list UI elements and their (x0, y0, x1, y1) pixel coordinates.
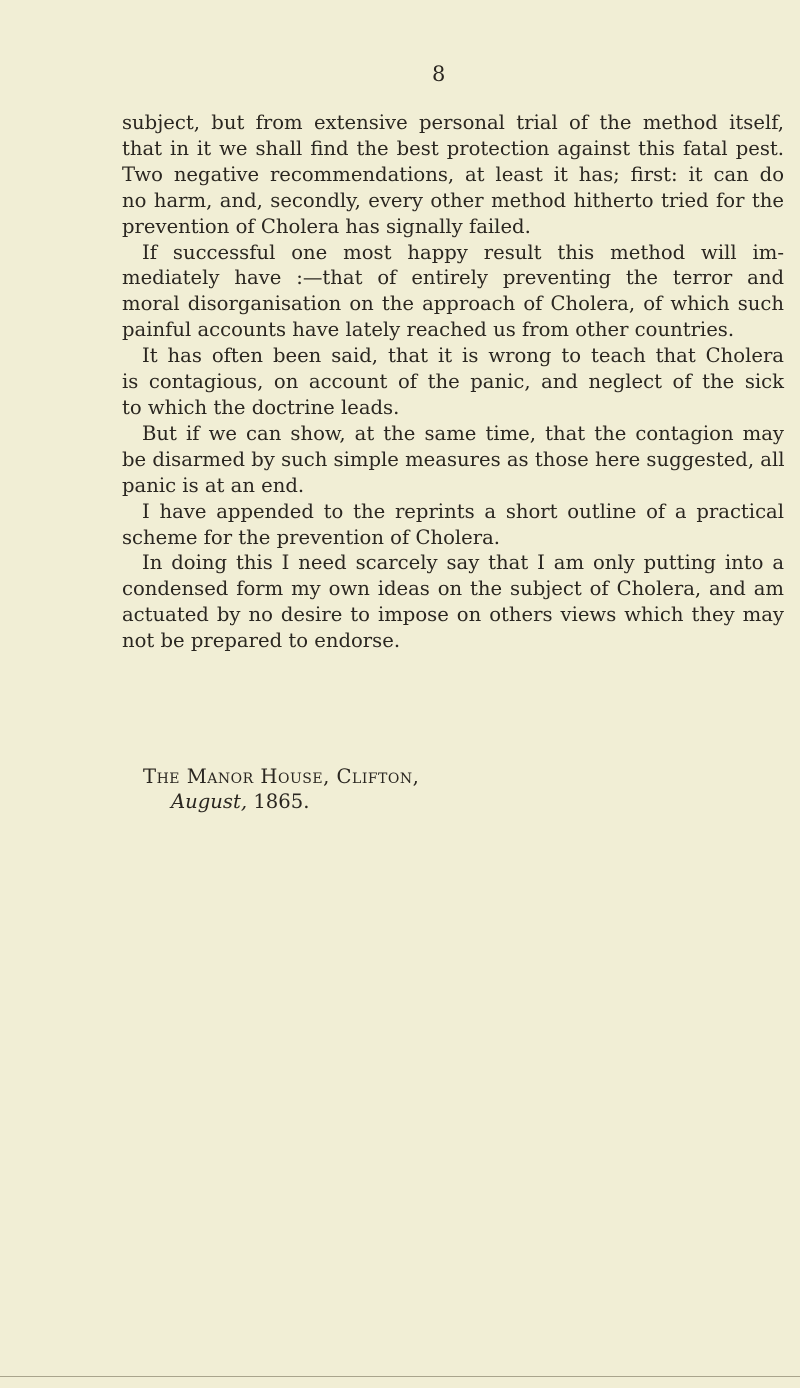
text-line: It has often been said, that it is wrong to teach that Cholera (142, 344, 784, 368)
bottom-rule (0, 1376, 800, 1377)
text-line: In doing this I need scarcely say that I am only putting into a (142, 551, 784, 575)
signature-month: August, (171, 790, 248, 813)
text-line: Two negative recommendations, at least it has; first: it can do (122, 162, 784, 186)
page-number: 8 (432, 62, 446, 86)
text-line: prevention of Cholera has signally failed. (122, 214, 531, 238)
text-line: is contagious, on account of the panic, and neglect of the sick (122, 370, 784, 394)
paragraph (122, 499, 784, 551)
text-line: painful accounts have lately reached us from other countries. (122, 318, 735, 342)
text-line: If successful one most happy result this method will im- (142, 240, 784, 264)
text-line: to which the doctrine leads. (122, 395, 400, 419)
paragraph (122, 110, 784, 240)
text-line: actuated by no desire to impose on others views which they may (122, 603, 784, 627)
body-text (122, 110, 784, 654)
signature-year: 1865. (253, 790, 310, 813)
text-line: subject, but from extensive personal trial of the method itself, (122, 111, 784, 134)
text-line: I have appended to the reprints a short outline of a practical (142, 499, 784, 523)
signature-block (143, 764, 419, 814)
text-line: that in it we shall find the best protection against this fatal pest. (122, 136, 784, 160)
text-line: be disarmed by such simple measures as those here suggested, all (122, 447, 785, 471)
paragraph (122, 343, 784, 421)
text-line: mediately have :—that of entirely preventing the terror and (122, 266, 784, 290)
text-line: scheme for the prevention of Cholera. (122, 525, 501, 549)
paragraph (122, 550, 784, 654)
text-line: not be prepared to endorse. (122, 629, 401, 653)
signature-place: The Manor House, Clifton, (143, 765, 420, 788)
text-line: no harm, and, secondly, every other method hitherto tried for the (122, 188, 784, 212)
text-line: panic is at an end. (122, 473, 305, 497)
text-line: moral disorganisation on the approach of Cholera, of which such (122, 292, 784, 316)
signature-date (143, 789, 419, 814)
paragraph (122, 421, 784, 499)
text-line: But if we can show, at the same time, that the contagion may (142, 421, 784, 445)
paragraph (122, 240, 784, 344)
text-line: condensed form my own ideas on the subject of Cholera, and am (122, 577, 784, 601)
